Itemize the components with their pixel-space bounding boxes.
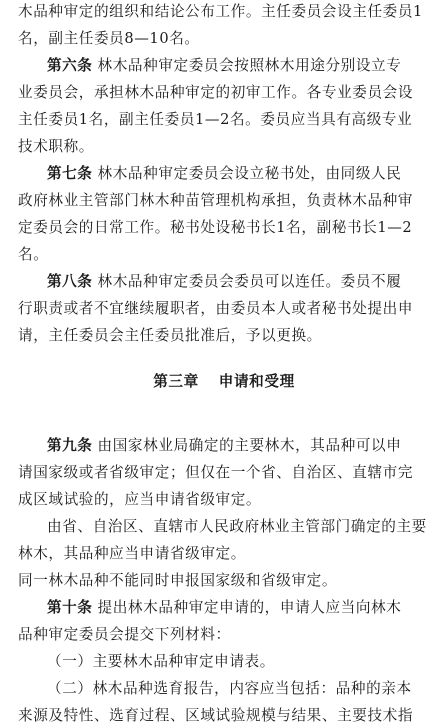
text-line: 由省、自治区、直辖市人民政府林业主管部门确定的主要	[47, 518, 427, 535]
text-line: 业委员会，承担林木品种审定的初审工作。各专业委员会设	[18, 84, 414, 101]
text-line: 定委员会的日常工作。秘书处设秘书长1名，副秘书长1—2	[18, 219, 413, 236]
text-line: 来源及特性、选育过程、区域试验规模与结果、主要技术指	[18, 707, 414, 724]
text-line: 名，副主任委员8—10名。	[18, 30, 200, 47]
text-line: 同一林木品种不能同时申报国家级和省级审定。	[18, 572, 338, 589]
article-10-text: 提出林木品种审定申请的，申请人应当向林木	[97, 599, 402, 616]
article-7-paragraph	[47, 164, 437, 184]
list-item: （二）林木品种选育报告，内容应当包括：品种的亲本	[47, 680, 412, 697]
article-8-label: 第八条	[47, 273, 93, 290]
text-line: 政府林业主管部门林木种苗管理机构承担，负责林木品种审	[18, 192, 414, 209]
article-8-text: 林木品种审定委员会委员可以连任。委员不履	[97, 273, 402, 290]
text-line: 成区域试验的，应当申请省级审定。	[18, 491, 262, 508]
text-line: 请，主任委员会主任委员批准后，予以更换。	[18, 327, 322, 344]
text-line: 请国家级或者省级审定；但仅在一个省、自治区、直辖市完	[18, 464, 414, 481]
article-6-label: 第六条	[47, 57, 93, 74]
text-line: 林木，其品种应当申请省级审定。	[18, 545, 246, 562]
article-7-label: 第七条	[47, 165, 93, 182]
article-9-text: 由国家林业局确定的主要林木，其品种可以申	[97, 437, 402, 454]
article-9-paragraph	[47, 436, 437, 456]
article-8-paragraph	[47, 272, 437, 292]
article-6-paragraph	[47, 56, 437, 76]
article-7-text: 林木品种审定委员会设立秘书处，由同级人民	[97, 165, 402, 182]
text-line: 木品种审定的组织和结论公布工作。主任委员会设主任委员1	[18, 3, 423, 20]
text-line: 行职责或者不宜继续履职者，由委员本人或者秘书处提出申	[18, 300, 414, 317]
chapter-number: 第三章	[153, 373, 199, 390]
article-10-label: 第十条	[47, 599, 93, 616]
text-line: 主任委员1名，副主任委员1—2名。委员应当具有高级专业	[18, 111, 413, 128]
article-10-paragraph	[47, 598, 437, 618]
text-line: 品种审定委员会提交下列材料：	[18, 626, 231, 643]
chapter-title: 申请和受理	[218, 373, 295, 390]
text-line: 技术职称。	[18, 138, 94, 155]
chapter-heading	[0, 372, 448, 392]
article-6-text: 林木品种审定委员会按照林木用途分别设立专	[97, 57, 402, 74]
text-line: 名。	[18, 246, 49, 263]
article-9-label: 第九条	[47, 437, 93, 454]
list-item: （一）主要林木品种审定申请表。	[47, 653, 275, 670]
